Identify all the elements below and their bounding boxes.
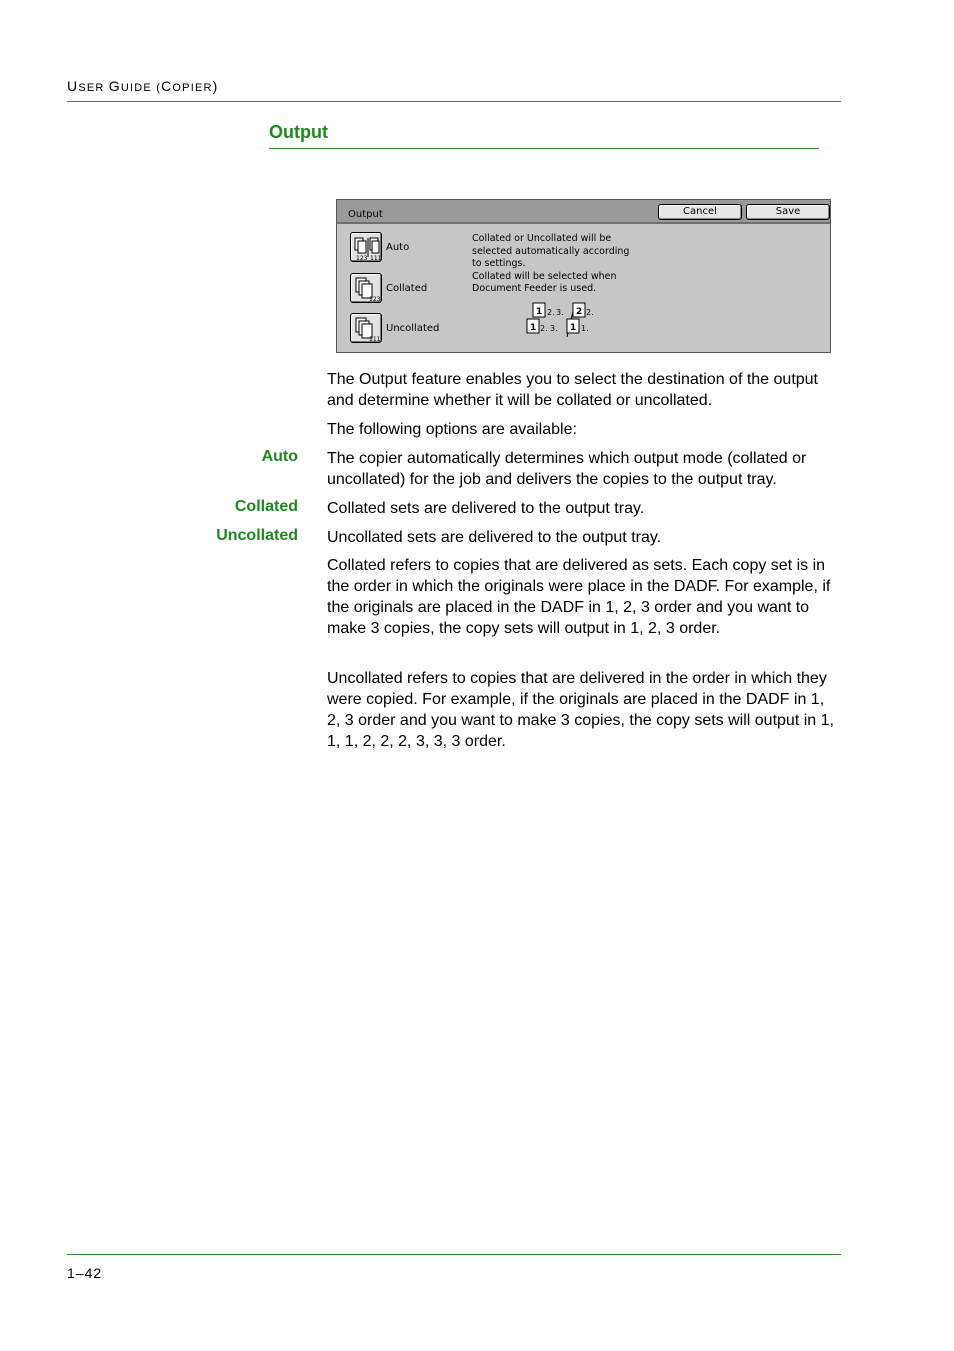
description-line: selected automatically according xyxy=(472,245,630,257)
cancel-button[interactable]: Cancel xyxy=(658,204,742,220)
illustration-label: 1 xyxy=(530,323,537,333)
options-intro: The following options are available: xyxy=(327,421,577,438)
running-header-part: U xyxy=(67,78,79,94)
definition-collated: Collated sets are delivered to the output tray. xyxy=(327,500,645,517)
illustration-label: 2. xyxy=(586,308,594,317)
running-header-part: UIDE ( xyxy=(120,82,162,94)
auto-output-icon[interactable] xyxy=(350,232,382,262)
footer-rule xyxy=(67,1254,841,1255)
svg-text:111: 111 xyxy=(369,336,381,342)
svg-text:111: 111 xyxy=(370,255,381,261)
option-label: Uncollated xyxy=(386,323,440,334)
uncollated-icon[interactable] xyxy=(350,313,382,343)
running-header-part: OPIER xyxy=(172,82,213,94)
illustration-label: 1 xyxy=(536,307,543,317)
save-button[interactable]: Save xyxy=(746,204,830,220)
illustration-label: 1. xyxy=(581,324,589,333)
screen-title: Output xyxy=(348,209,383,220)
collated-uncollated-illustration xyxy=(523,301,603,345)
description-line: Document Feeder is used. xyxy=(472,283,597,294)
running-header xyxy=(67,78,219,94)
term-collated: Collated xyxy=(234,498,298,515)
illustration-label: 3. xyxy=(556,308,564,317)
illustration-label: 2. xyxy=(547,308,555,317)
description-line: Collated or Uncollated will be xyxy=(472,233,612,244)
running-header-part: C xyxy=(161,78,173,94)
term-uncollated: Uncollated xyxy=(216,527,298,544)
illustration-label: 1 xyxy=(570,323,577,333)
option-label: Auto xyxy=(386,242,410,253)
screen-titlebar xyxy=(337,200,830,224)
description-line: Collated will be selected when xyxy=(472,270,617,282)
svg-text:123: 123 xyxy=(356,255,368,261)
collated-icon[interactable] xyxy=(350,273,382,303)
option-label: Collated xyxy=(386,283,428,294)
collated-note: Collated refers to copies that are delivered as sets. Each copy set is in the order in which the originals were place in the DADF. For example, if the originals are placed in the DADF in 1, 2, 3 order and you want to make 3 copies, the copy sets will output in 1, 2, 3 order. xyxy=(327,557,831,637)
section-title: Output xyxy=(269,122,328,142)
running-header-part: G xyxy=(108,78,121,94)
definition-auto: The copier automatically determines which output mode (collated or uncollated) for the job and delivers the copies to the output tray. xyxy=(327,450,807,488)
page-number: 1–42 xyxy=(67,1265,103,1281)
intro-paragraph: The Output feature enables you to select the destination of the output and determine whether it will be collated or uncollated. xyxy=(327,371,818,409)
illustration-label: 2. xyxy=(540,324,548,333)
svg-text:123: 123 xyxy=(369,296,381,302)
illustration-label: 3. xyxy=(550,324,558,333)
term-auto: Auto xyxy=(261,448,298,465)
uncollated-note: Uncollated refers to copies that are delivered in the order in which they were copied. For example, if the originals are placed in the DADF in 1, 2, 3 order and you want to make 3 copies, the copy sets will output in 1, 1, 1, 2, 2, 2, 3, 3, 3 order. xyxy=(327,670,834,750)
illustration-label: 2 xyxy=(576,307,583,317)
section-title-rule xyxy=(269,148,819,149)
header-rule xyxy=(67,101,841,102)
screen-description xyxy=(472,233,672,296)
description-line: to settings. xyxy=(472,258,526,269)
running-header-part: SER xyxy=(78,82,109,94)
output-screen xyxy=(336,199,831,353)
definition-uncollated: Uncollated sets are delivered to the output tray. xyxy=(327,529,662,546)
running-header-part: ) xyxy=(212,78,219,94)
